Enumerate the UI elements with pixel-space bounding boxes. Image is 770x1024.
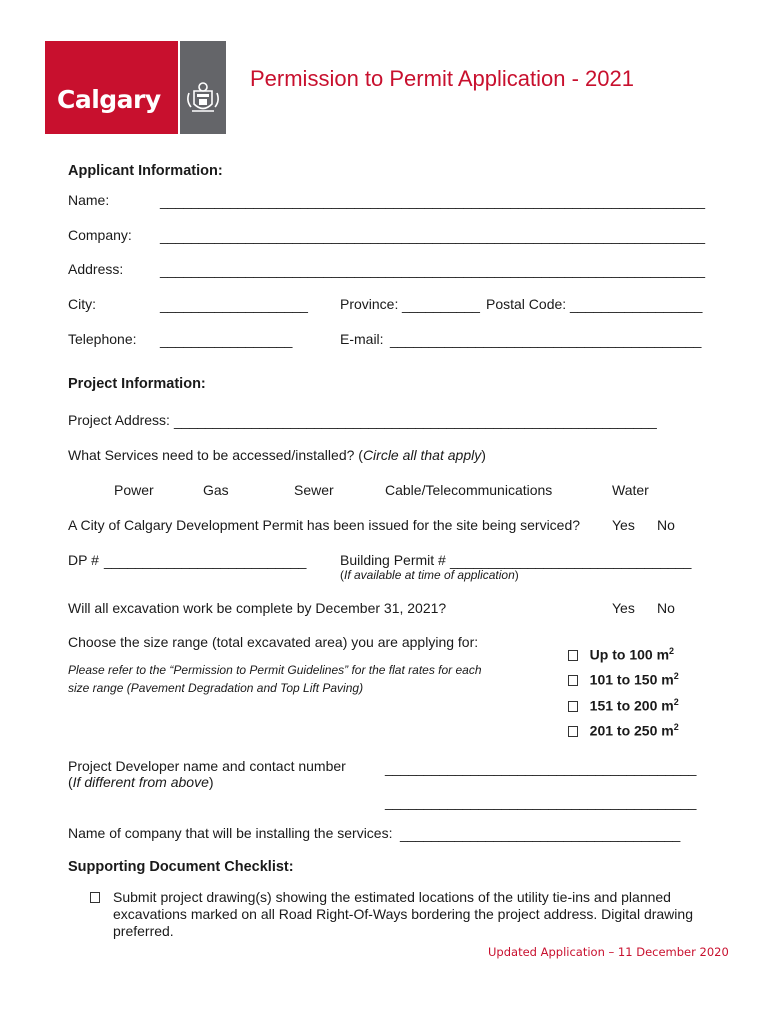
province-field[interactable]: __________ [402, 297, 480, 313]
postal-code-label: Postal Code: [486, 296, 567, 312]
city-crest-icon [180, 41, 226, 134]
name-label: Name: [68, 192, 110, 208]
size-option-up-to-100[interactable]: Up to 100 $m^2$ [568, 643, 674, 663]
building-permit-field[interactable]: _______________________________ [450, 553, 692, 569]
installer-field[interactable]: ____________________________________ [400, 826, 681, 842]
developer-field-line-1[interactable]: ________________________________________ [385, 760, 697, 776]
service-power[interactable]: Power [114, 482, 154, 498]
size-option-101-to-150[interactable]: 101 to 150 $m^2$ [568, 668, 679, 688]
developer-note: (If different from above) [68, 774, 214, 790]
building-permit-label: Building Permit # [340, 552, 446, 568]
address-field[interactable]: ______________________________________________________________________ [160, 262, 706, 278]
size-range-question: Choose the size range (total excavated area) you are applying for: [68, 634, 479, 650]
checkbox-icon[interactable] [568, 726, 578, 737]
services-question: What Services need to be accessed/installed? (Circle all that apply) [68, 447, 486, 463]
email-label: E-mail: [340, 331, 384, 347]
service-gas[interactable]: Gas [203, 482, 229, 498]
project-address-label: Project Address: [68, 412, 170, 428]
building-permit-note: (If available at time of application) [340, 568, 519, 582]
dp-yes-option[interactable]: Yes [612, 517, 635, 533]
email-field[interactable]: ________________________________________ [390, 332, 702, 348]
checklist-item-line-1: Submit project drawing(s) showing the estimated locations of the utility tie-ins and planned [113, 889, 671, 905]
developer-label: Project Developer name and contact number [68, 758, 346, 774]
size-range-note-line-1: Please refer to the “Permission to Permit Guidelines” for the flat rates for each [68, 663, 482, 677]
checkbox-icon[interactable] [568, 650, 578, 661]
checklist-heading: Supporting Document Checklist: [68, 859, 294, 875]
applicant-heading: Applicant Information: [68, 163, 223, 179]
logo-wordmark: Calgary [57, 85, 161, 114]
checklist-item-line-2: excavations marked on all Road Right-Of-Ways bordering the project address. Digital drawing [113, 906, 693, 922]
excavation-question: Will all excavation work be complete by December 31, 2021? [68, 600, 447, 616]
city-label: City: [68, 296, 96, 312]
size-range-note-line-2: size range (Pavement Degradation and Top Lift Paving) [68, 681, 364, 695]
checkbox-icon[interactable] [568, 675, 578, 686]
project-address-field[interactable]: ______________________________________________________________ [174, 413, 657, 429]
dp-no-option[interactable]: No [657, 517, 675, 533]
telephone-field[interactable]: _________________ [160, 332, 293, 348]
service-sewer[interactable]: Sewer [294, 482, 334, 498]
postal-code-field[interactable]: _________________ [570, 297, 703, 313]
page-title: Permission to Permit Application - 2021 [250, 66, 634, 91]
developer-field-line-2[interactable]: ________________________________________ [385, 794, 697, 810]
checklist-item-checkbox[interactable] [90, 889, 100, 905]
name-field[interactable]: ______________________________________________________________________ [160, 193, 706, 209]
province-label: Province: [340, 296, 399, 312]
checkbox-icon[interactable] [568, 701, 578, 712]
telephone-label: Telephone: [68, 331, 137, 347]
city-crest-panel [180, 41, 226, 134]
checkbox-icon[interactable] [90, 892, 100, 903]
checklist-item-line-3: preferred. [113, 923, 174, 939]
service-water[interactable]: Water [612, 482, 649, 498]
dp-number-label: DP # [68, 552, 99, 568]
calgary-logo [45, 41, 178, 134]
company-label: Company: [68, 227, 132, 243]
size-option-151-to-200[interactable]: 151 to 200 $m^2$ [568, 694, 679, 714]
address-label: Address: [68, 261, 124, 277]
project-heading: Project Information: [68, 376, 206, 392]
updated-date-footer: Updated Application – 11 December 2020 [488, 945, 729, 959]
excavation-no-option[interactable]: No [657, 600, 675, 616]
size-option-201-to-250[interactable]: 201 to 250 $m^2$ [568, 719, 679, 739]
dp-number-field[interactable]: __________________________ [104, 553, 307, 569]
excavation-yes-option[interactable]: Yes [612, 600, 635, 616]
company-field[interactable]: ______________________________________________________________________ [160, 228, 706, 244]
installer-label: Name of company that will be installing the services: [68, 825, 393, 841]
service-cable-telecommunications[interactable]: Cable/Telecommunications [385, 482, 553, 498]
city-field[interactable]: ___________________ [160, 297, 308, 313]
development-permit-question: A City of Calgary Development Permit has been issued for the site being serviced? [68, 517, 581, 533]
